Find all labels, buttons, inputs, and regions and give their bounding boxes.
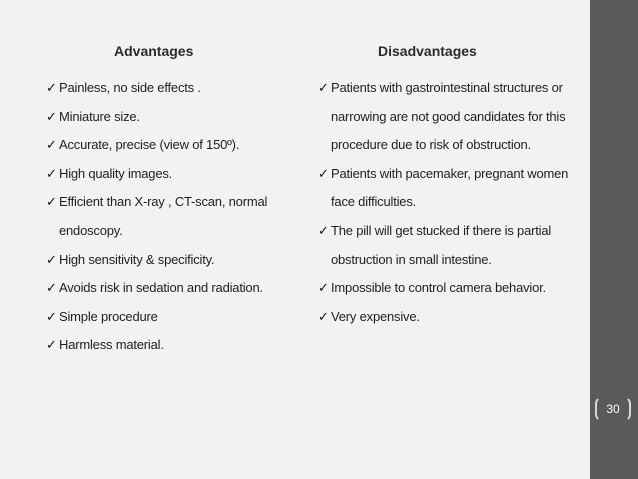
disadvantages-list (318, 74, 588, 331)
list-item (46, 74, 296, 103)
list-item (46, 246, 296, 275)
check-icon: ✓ (46, 337, 57, 353)
list-item (318, 160, 588, 217)
list-item-text: Efficient than X-ray , CT-scan, normal endoscopy. (59, 194, 268, 238)
check-icon: ✓ (318, 280, 329, 296)
list-item-text: Impossible to control camera behavior. (331, 280, 546, 296)
list-item-text: High sensitivity & specificity. (59, 251, 215, 267)
list-item (318, 303, 588, 332)
list-item-text: Patients with pacemaker, pregnant women face difficulties. (331, 165, 569, 210)
list-item-text: Painless, no side effects . (59, 80, 201, 95)
check-icon: ✓ (46, 80, 57, 95)
check-icon: ✓ (46, 251, 57, 267)
check-icon: ✓ (46, 165, 57, 181)
list-item (46, 131, 296, 160)
list-item (46, 188, 296, 245)
list-item-text: Patients with gastrointestinal structures or narrowing are not good candidates for this procedure due to risk of obstruction. (331, 80, 566, 153)
list-item (46, 103, 296, 132)
list-item-text: Avoids risk in sedation and radiation. (59, 280, 263, 296)
list-item (46, 274, 296, 303)
list-item (46, 331, 296, 360)
list-item-text: The pill will get stucked if there is partial obstruction in small intestine. (331, 222, 552, 267)
disadvantages-title: Disadvantages (378, 43, 477, 59)
list-item (46, 303, 296, 332)
list-item-text: Simple procedure (59, 308, 158, 324)
list-item (318, 74, 588, 160)
check-icon: ✓ (318, 222, 329, 238)
list-item (318, 274, 588, 303)
list-item-text: Miniature size. (59, 108, 140, 124)
list-item-text: Accurate, precise (view of 150º). (59, 137, 240, 153)
check-icon: ✓ (318, 308, 329, 324)
check-icon: ✓ (46, 194, 57, 210)
list-item-text: High quality images. (59, 165, 173, 181)
page-number-badge: 30 (595, 396, 631, 422)
advantages-list (46, 74, 296, 360)
check-icon: ✓ (46, 280, 57, 296)
list-item-text: Very expensive. (331, 308, 420, 324)
list-item-text: Harmless material. (59, 337, 164, 353)
check-icon: ✓ (46, 108, 57, 124)
check-icon: ✓ (318, 165, 329, 181)
check-icon: ✓ (46, 137, 57, 153)
list-item (46, 160, 296, 189)
list-item (318, 217, 588, 274)
check-icon: ✓ (46, 308, 57, 324)
advantages-title: Advantages (114, 43, 194, 59)
check-icon: ✓ (318, 80, 329, 95)
